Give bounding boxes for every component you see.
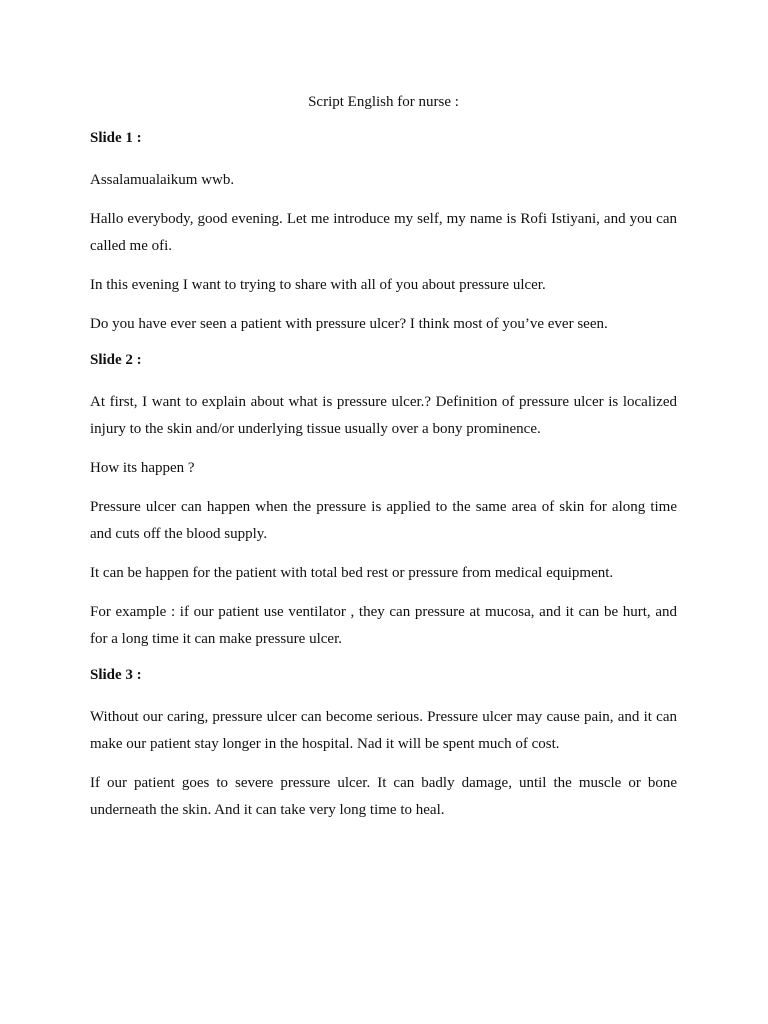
slide-3-heading: Slide 3 : bbox=[90, 667, 142, 683]
slide-1-heading: Slide 1 : bbox=[90, 130, 142, 146]
paragraph: If our patient goes to severe pressure ulcer. It can badly damage, until the muscle or bone underneath the skin. And it can take very long time to heal. bbox=[90, 775, 677, 818]
paragraph: How its happen ? bbox=[90, 460, 195, 476]
paragraph: In this evening I want to trying to share with all of you about pressure ulcer. bbox=[90, 277, 546, 293]
document-body bbox=[90, 92, 677, 836]
paragraph: Pressure ulcer can happen when the pressure is applied to the same area of skin for along time and cuts off the blood supply. bbox=[90, 499, 677, 542]
paragraph: Do you have ever seen a patient with pressure ulcer? I think most of you’ve ever seen. bbox=[90, 316, 608, 332]
paragraph: Hallo everybody, good evening. Let me introduce my self, my name is Rofi Istiyani, and you can called me ofi. bbox=[90, 211, 677, 254]
document-title: Script English for nurse : bbox=[308, 94, 459, 110]
paragraph: At first, I want to explain about what is pressure ulcer.? Definition of pressure ulcer is localized injury to the skin and/or underlying tissue usually over a bony prominence. bbox=[90, 394, 677, 437]
paragraph: Assalamualaikum wwb. bbox=[90, 172, 235, 188]
paragraph: Without our caring, pressure ulcer can become serious. Pressure ulcer may cause pain, and it can make our patient stay longer in the hospital. Nad it will be spent much of cost. bbox=[90, 709, 677, 752]
slide-2-heading: Slide 2 : bbox=[90, 352, 142, 368]
paragraph: It can be happen for the patient with total bed rest or pressure from medical equipment. bbox=[90, 565, 614, 581]
paragraph: For example : if our patient use ventilator , they can pressure at mucosa, and it can be hurt, and for a long time it can make pressure ulcer. bbox=[90, 604, 677, 647]
